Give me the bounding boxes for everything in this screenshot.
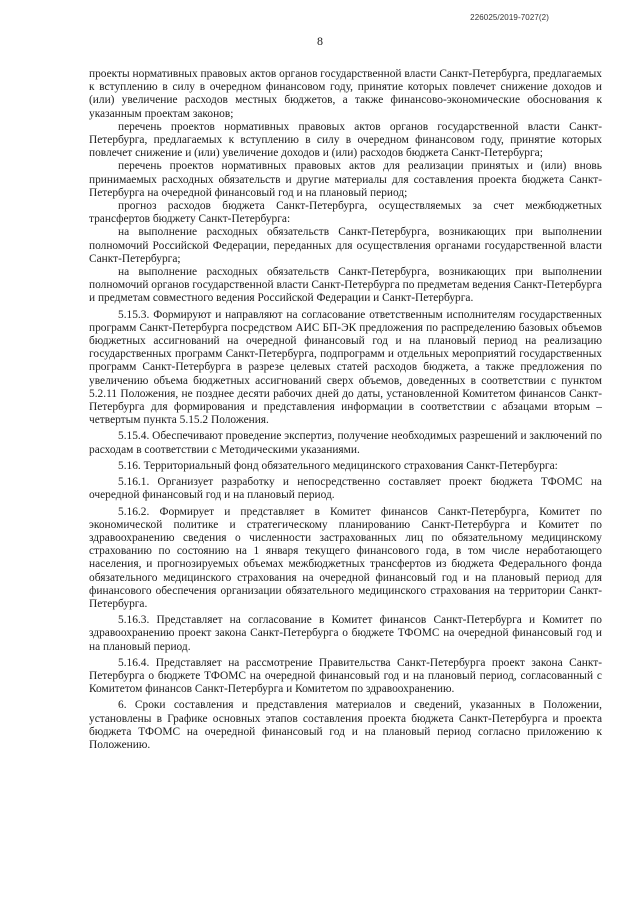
paragraph: 6. Сроки составления и представления материалов и сведений, указанных в Положении, установлены в Графике основных этапов составления проекта бюджета Санкт-Петербурга и проекта бюджета ТФОМС на очередной финансовый год и на плановый период согласно приложению к Положению. <box>89 699 602 751</box>
paragraph: перечень проектов нормативных правовых актов органов государственной власти Санкт-Петербурга, предлагаемых к вступлению в силу в очередном финансовом году, принятие которых повлечет снижение и (или) увеличение доходов и (или) расходов бюджета Санкт-Петербурга; <box>89 120 602 160</box>
paragraph: на выполнение расходных обязательств Санкт-Петербурга, возникающих при выполнении полномочий Российской Федерации, переданных для осуществления органами государственной власти Санкт-Петербурга; <box>89 226 602 265</box>
paragraph: 5.16.3. Представляет на согласование в Комитет финансов Санкт-Петербурга и Комитет по здравоохранению проект закона Санкт-Петербурга о бюджете ТФОМС на очередной финансовый год и на плановый период. <box>89 614 602 653</box>
document-body <box>89 68 602 752</box>
paragraph: прогноз расходов бюджета Санкт-Петербурга, осуществляемых за счет межбюджетных трансфертов бюджету Санкт-Петербурга: <box>89 200 602 226</box>
document-number: 226025/2019-7027(2) <box>470 13 549 22</box>
paragraph: 5.16.1. Организует разработку и непосредственно составляет проект бюджета ТФОМС на очередной финансовый год и на плановый период. <box>89 476 602 502</box>
paragraph: 5.16.4. Представляет на рассмотрение Правительства Санкт-Петербурга проект закона Санкт-Петербурга о бюджете ТФОМС на очередной финансовый год и на плановый период, согласованный с Комитетом финансов Санкт-Петербурга и Комитетом по здравоохранению. <box>89 656 602 696</box>
page-number: 8 <box>317 34 323 48</box>
paragraph: 5.15.4. Обеспечивают проведение экспертиз, получение необходимых разрешений и заключений по расходам в соответствии с Методическими указаниями. <box>89 430 602 456</box>
paragraph: на выполнение расходных обязательств Санкт-Петербурга, возникающих при выполнении полномочий органов государственной власти Санкт-Петербурга по предметам ведения Санкт-Петербурга и предметам совместного ведения Российской Федерации и Санкт-Петербурга. <box>89 266 602 305</box>
paragraph: 5.16. Территориальный фонд обязательного медицинского страхования Санкт-Петербурга: <box>118 459 558 472</box>
paragraph: перечень проектов нормативных правовых актов для реализации принятых и (или) вновь принимаемых расходных обязательств и другие материалы для составления проекта бюджета Санкт-Петербурга на очередной финансовый год и на плановый период; <box>89 160 602 199</box>
paragraph: проекты нормативных правовых актов органов государственной власти Санкт-Петербурга, предлагаемых к вступлению в силу в очередном финансовом году, принятие которых повлечет снижение доходов и (или) увеличение расходов местных бюджетов, а также финансово-экономические обоснования к указанным проектам законов; <box>89 68 602 120</box>
paragraph: 5.16.2. Формирует и представляет в Комитет финансов Санкт-Петербурга, Комитет по экономической политике и стратегическому планированию Санкт-Петербурга и Комитет по здравоохранению сведения о численности застрахованных лиц по обязательному медицинскому страхованию по состоянию на 1 января текущего финансового года, в том числе неработающего населения, и прогнозируемых объемах межбюджетных трансфертов из бюджета Федерального фонда обязательного медицинского страхования на очередной финансовый год и на плановый период для финансового обеспечения организации обязательного медицинского страхования на территории Санкт-Петербурга. <box>89 505 602 610</box>
paragraph: 5.15.3. Формируют и направляют на согласование ответственным исполнителям государственных программ Санкт-Петербурга посредством АИС БП-ЭК предложения по распределению базовых объемов бюджетных ассигнований на очередной финансовый год и на плановый период на реализацию государственных программ Санкт-Петербурга, подпрограмм и отдельных мероприятий государственных программ Санкт-Петербурга в разрезе целевых статей расходов бюджета, а также предложения по увеличению объема бюджетных ассигнований сверх объемов, доведенных в соответствии с пунктом 5.2.11 Положения, не позднее десяти рабочих дней до даты, установленной Комитетом финансов Санкт-Петербурга для формирования и представления информации в соответствии с абзацами вторым – четвертым пункта 5.15.2 Положения. <box>89 308 602 427</box>
